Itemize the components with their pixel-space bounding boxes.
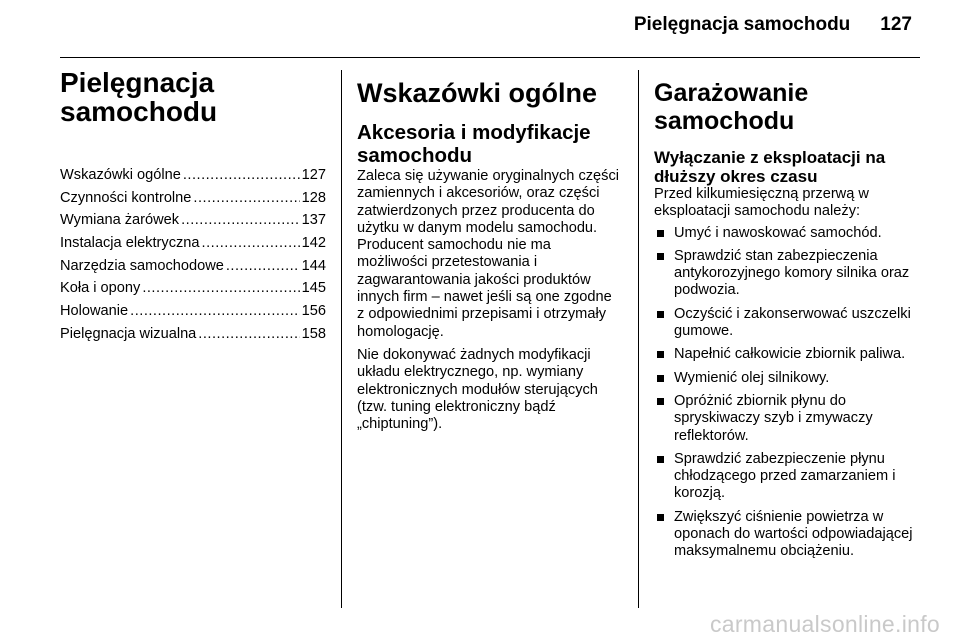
chapter-column — [60, 68, 326, 349]
bullet-square-icon — [657, 230, 664, 237]
bullet-square-icon — [657, 375, 664, 382]
toc-entry-page: 145 — [301, 280, 326, 297]
toc-entry-page: 144 — [301, 257, 326, 274]
general-notes-column — [357, 68, 623, 433]
toc-entry-page: 158 — [301, 325, 326, 342]
bullet-square-icon — [657, 398, 664, 405]
toc-entry-title: Narzędzia samochodowe — [60, 257, 224, 274]
toc-entry-page: 142 — [301, 235, 326, 252]
list-item-text: Umyć i nawoskować samochód. — [674, 224, 882, 241]
list-item — [654, 346, 922, 363]
checklist — [654, 225, 922, 561]
list-item-text: Sprawdzić stan zabezpieczenia antykorozyjnego komory silnika oraz podwozia. — [674, 247, 910, 299]
body-paragraph: Nie dokonywać żadnych modyfikacji układu elektrycznego, np. wymiany elektronicznych modułów sterujących (tzw. tuning elektroniczny bądź „chiptuning”). — [357, 346, 598, 433]
toc-entry-page: 156 — [301, 303, 326, 320]
toc-entry-title: Wymiana żarówek — [60, 212, 180, 229]
toc-entry-page: 128 — [301, 189, 326, 206]
column-divider-2 — [638, 70, 639, 608]
bullet-square-icon — [657, 351, 664, 358]
toc-entry[interactable] — [60, 235, 326, 252]
list-item — [654, 451, 922, 503]
list-item — [654, 393, 922, 445]
toc-entry[interactable] — [60, 326, 326, 343]
list-item — [654, 225, 922, 242]
toc-entry-title: Koła i opony — [60, 280, 141, 297]
list-item-text: Sprawdzić zabezpieczenie płynu chłodzącego przed zamarzaniem i korozją. — [674, 450, 896, 502]
toc-entry[interactable] — [60, 212, 326, 229]
section-title: Garażowanie samochodu — [654, 79, 809, 135]
list-item-text: Zwiększyć ciśnienie powietrza w oponach do wartości odpowiadającej maksymalnemu obciążeniu. — [674, 508, 913, 560]
toc-entry[interactable] — [60, 167, 326, 184]
list-item — [654, 248, 922, 300]
bullet-square-icon — [657, 311, 664, 318]
subsection-title: Wyłączanie z eksploatacji na dłuższy okres czasu — [654, 148, 886, 186]
toc-leader — [198, 326, 299, 343]
toc-entry-page: 137 — [301, 212, 326, 229]
toc-leader — [202, 235, 300, 252]
toc-entry[interactable] — [60, 258, 326, 275]
list-item — [654, 509, 922, 561]
watermark: carmanualsonline.info — [709, 611, 940, 637]
chapter-toc — [60, 167, 326, 343]
toc-leader — [183, 167, 300, 184]
toc-entry-page: 127 — [301, 167, 326, 183]
running-header — [634, 14, 912, 36]
toc-leader — [181, 212, 300, 229]
garaging-column — [654, 68, 922, 567]
list-item — [654, 306, 922, 341]
toc-leader — [193, 190, 299, 207]
toc-entry-title: Instalacja elektryczna — [60, 235, 200, 252]
toc-entry-title: Wskazówki ogólne — [60, 167, 181, 183]
toc-entry[interactable] — [60, 280, 326, 297]
body-paragraph: Zaleca się używanie oryginalnych części zamiennych i akcesoriów, oraz części zatwierdzonych przez producenta do użytku w danym modelu samochodu. Producent samochodu nie ma możliwości przetestowania i zagwarantowania jakości produktów innych firm – nawet jeśli są one zgodne z odpowiednimi przepisami i otrzymały homologację. — [357, 168, 619, 340]
list-item-text: Opróżnić zbiornik płynu do spryskiwaczy szyb i zmywaczy reflektorów. — [674, 392, 873, 444]
toc-leader — [226, 258, 300, 275]
toc-entry-title: Pielęgnacja wizualna — [60, 325, 197, 342]
list-item — [654, 370, 922, 387]
toc-leader — [142, 280, 299, 297]
bullet-square-icon — [657, 456, 664, 463]
toc-entry-title: Holowanie — [60, 303, 129, 320]
list-item-text: Oczyścić i zakonserwować uszczelki gumowe. — [674, 305, 911, 340]
bullet-square-icon — [657, 514, 664, 521]
intro-paragraph: Przed kilkumiesięczną przerwą w eksploatacji samochodu należy: — [654, 186, 869, 220]
toc-entry[interactable] — [60, 190, 326, 207]
bullet-square-icon — [657, 253, 664, 260]
toc-leader — [130, 303, 299, 320]
toc-entry[interactable] — [60, 303, 326, 320]
chapter-title: Pielęgnacja samochodu — [60, 67, 218, 127]
subsection-title: Akcesoria i modyfikacje samochodu — [357, 121, 591, 167]
page-number: 127 — [880, 14, 912, 35]
list-item-text: Wymienić olej silnikowy. — [674, 369, 830, 386]
toc-entry-title: Czynności kontrolne — [60, 189, 192, 206]
running-title: Pielęgnacja samochodu — [633, 14, 851, 35]
column-divider-1 — [341, 70, 342, 608]
section-title: Wskazówki ogólne — [357, 78, 598, 108]
header-rule — [60, 57, 920, 58]
list-item-text: Napełnić całkowicie zbiornik paliwa. — [674, 346, 906, 363]
